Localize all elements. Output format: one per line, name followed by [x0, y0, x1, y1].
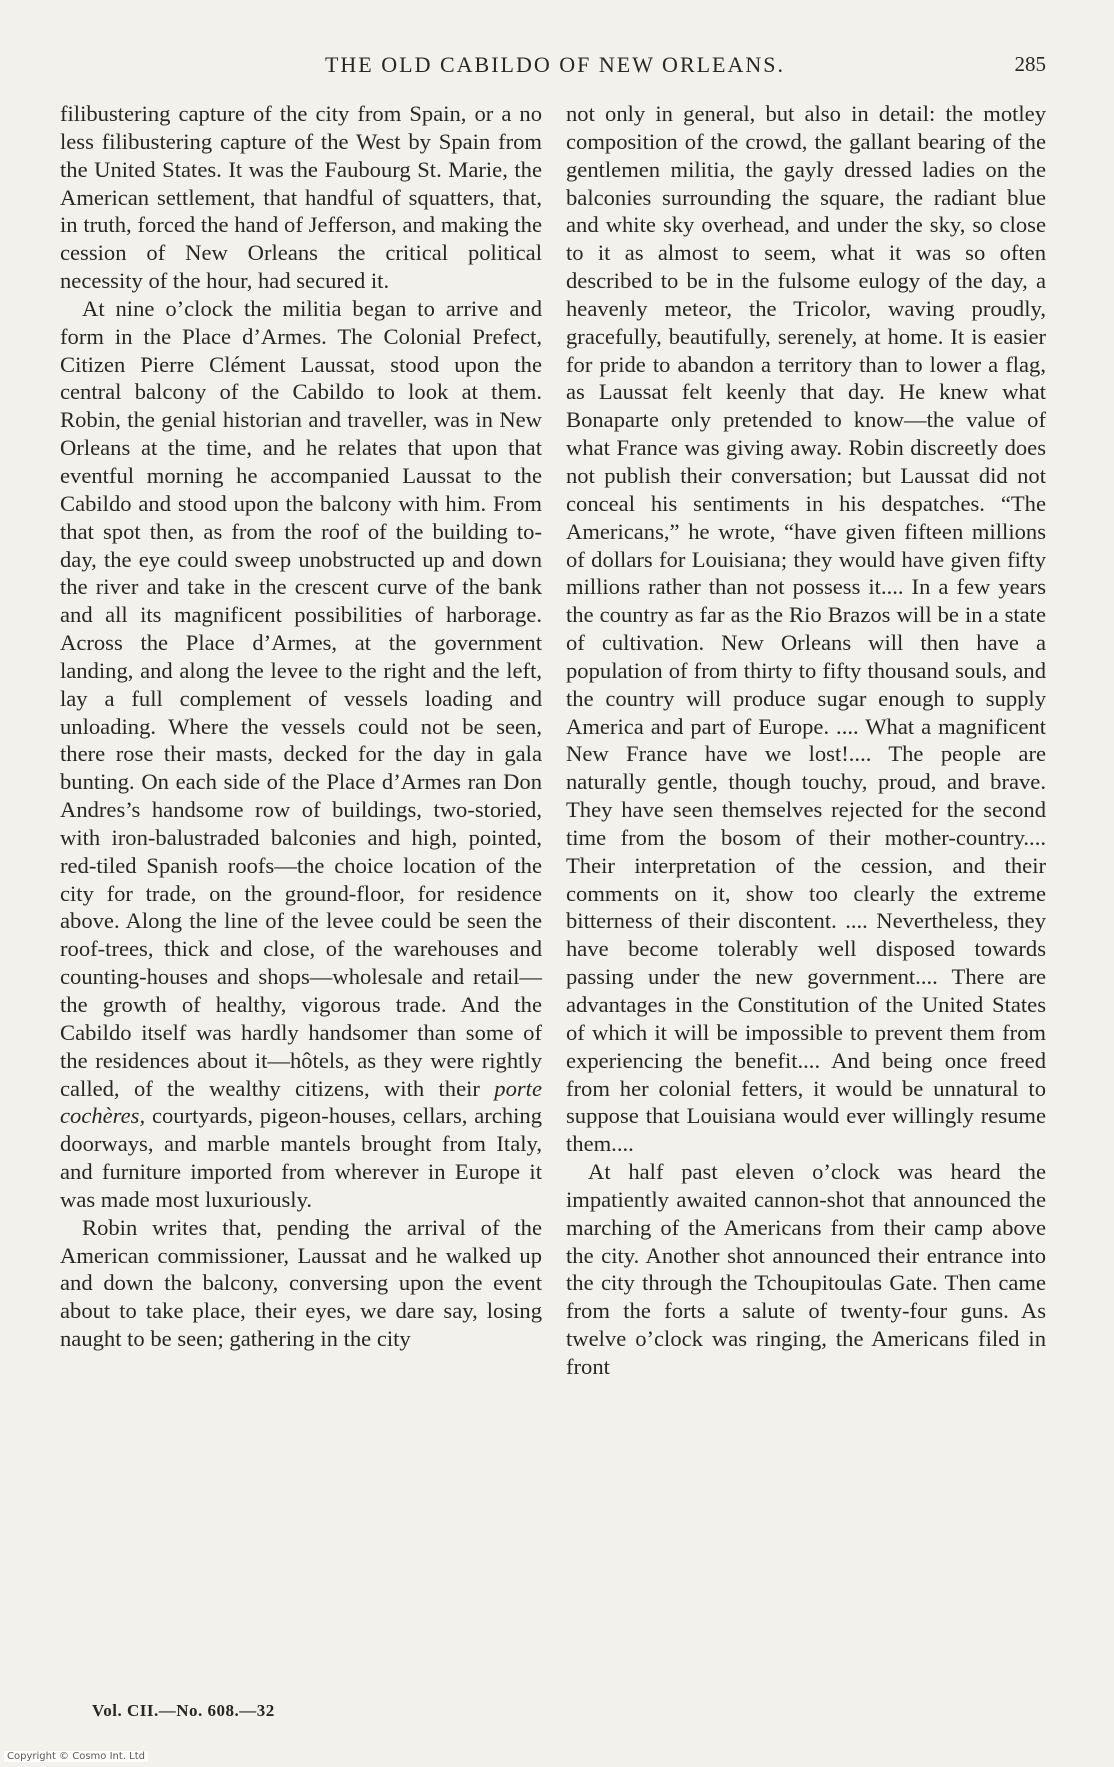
volume-signature: Vol. CII.—No. 608.—32: [92, 1701, 275, 1720]
left-column: [60, 100, 542, 1353]
right-paragraph-1: not only in general, but also in detail: the motley composition of the crowd, the gallant bearing of the gentlemen militia, the gayly dressed ladies on the balconies surrounding the square, the radiant blue and white sky overhead, and under the sky, so close to it as almost to seem, what it was so often described to be in the fulsome eulogy of the day, a heavenly meteor, the Tricolor, waving proudly, gracefully, beautifully, serenely, at home. It is easier for pride to abandon a territory than to lower a flag, as Laussat felt keenly that day. He knew what Bonaparte only pretended to know—the value of what France was giving away. Robin discreetly does not publish their conversation; but Laussat did not conceal his sentiments in his despatches. “The Americans,” he wrote, “have given fifteen millions of dollars for Louisiana; they would have given fifty millions rather than not possess it.... In a few years the country as far as the Rio Brazos will be in a state of cultivation. New Orleans will then have a population of from thirty to fifty thousand souls, and the country will produce sugar enough to supply America and part of Europe. .... What a magnificent New France have we lost!.... The people are naturally gentle, though touchy, proud, and brave. They have seen themselves rejected for the second time from the bosom of their mother-country.... Their interpretation of the cession, and their comments on it, show too clearly the extreme bitterness of their discontent. .... Nevertheless, they have become tolerably well disposed towards passing under the new government.... There are advantages in the Constitution of the United States of which it will be impossible to prevent them from experiencing the benefit.... And being once freed from her colonial fetters, it would be unnatural to suppose that Louisiana would ever willingly resume them....: [566, 101, 1046, 1157]
left-paragraph-1: filibustering capture of the city from Spain, or a no less filibustering capture of the West by Spain from the United States. It was the Faubourg St. Marie, the American settlement, that handful of squatters, that, in truth, forced the hand of Jefferson, and making the cession of New Orleans the critical political necessity of the hour, had secured it.: [60, 101, 542, 294]
running-header: [60, 52, 1050, 82]
left-paragraph-2-end: courtyards, pigeon-houses, cellars, arching doorways, and marble mantels brought from Italy, and furniture imported from wherever in Europe it was made most luxuriously.: [60, 1103, 542, 1212]
page-number: 285: [1014, 52, 1046, 76]
left-paragraph-2-italic: porte cochères,: [60, 1075, 542, 1129]
right-paragraph-2: At half past eleven o’clock was heard the impatiently awaited cannon-shot that announced the marching of the Americans from their camp above the city. Another shot announced their entrance into the city through the Tchoupitoulas Gate. Then came from the forts a salute of twenty-four guns. As twelve o’clock was ringing, the Americans filed in front: [566, 1159, 1046, 1379]
left-paragraph-2-text: At nine o’clock the militia began to arrive and form in the Place d’Armes. The Colonial Prefect, Citizen Pierre Clément Laussat, stood upon the central balcony of the Cabildo to look at them. Robin, the genial historian and traveller, was in New Orleans at the time, and he relates that upon that eventful morning he accompanied Laussat to the Cabildo and stood upon the balcony with him. From that spot then, as from the roof of the building to-day, the eye could sweep unobstructed up and down the river and take in the crescent curve of the bank and all its magnificent possibilities of harborage. Across the Place d’Armes, at the government landing, and along the levee to the right and the left, lay a full complement of vessels loading and unloading. Where the vessels could not be seen, there rose their masts, decked for the day in gala bunting. On each side of the Place d’Armes ran Don Andres’s handsome row of buildings, two-storied, with iron-balustraded balconies and high, pointed, red-tiled Spanish roofs—the choice location of the city for trade, on the ground-floor, for residence above. Along the line of the levee could be seen the roof-trees, thick and close, of the warehouses and counting-houses and shops—wholesale and retail—the growth of healthy, vigorous trade. And the Cabildo itself was hardly handsomer than some of the residences about it—hôtels, as they were rightly called, of the wealthy citizens, with their: [60, 295, 542, 1101]
left-paragraph-3: Robin writes that, pending the arrival of the American commissioner, Laussat and he walked up and down the balcony, conversing upon the event about to take place, their eyes, we dare say, losing naught to be seen; gathering in the city: [60, 1214, 542, 1352]
article-title: THE OLD CABILDO OF NEW ORLEANS.: [324, 52, 786, 77]
left-paragraph-2: [60, 295, 542, 1214]
right-column: [566, 100, 1046, 1381]
copyright-watermark: Copyright © Cosmo Int. Ltd: [4, 1751, 148, 1762]
